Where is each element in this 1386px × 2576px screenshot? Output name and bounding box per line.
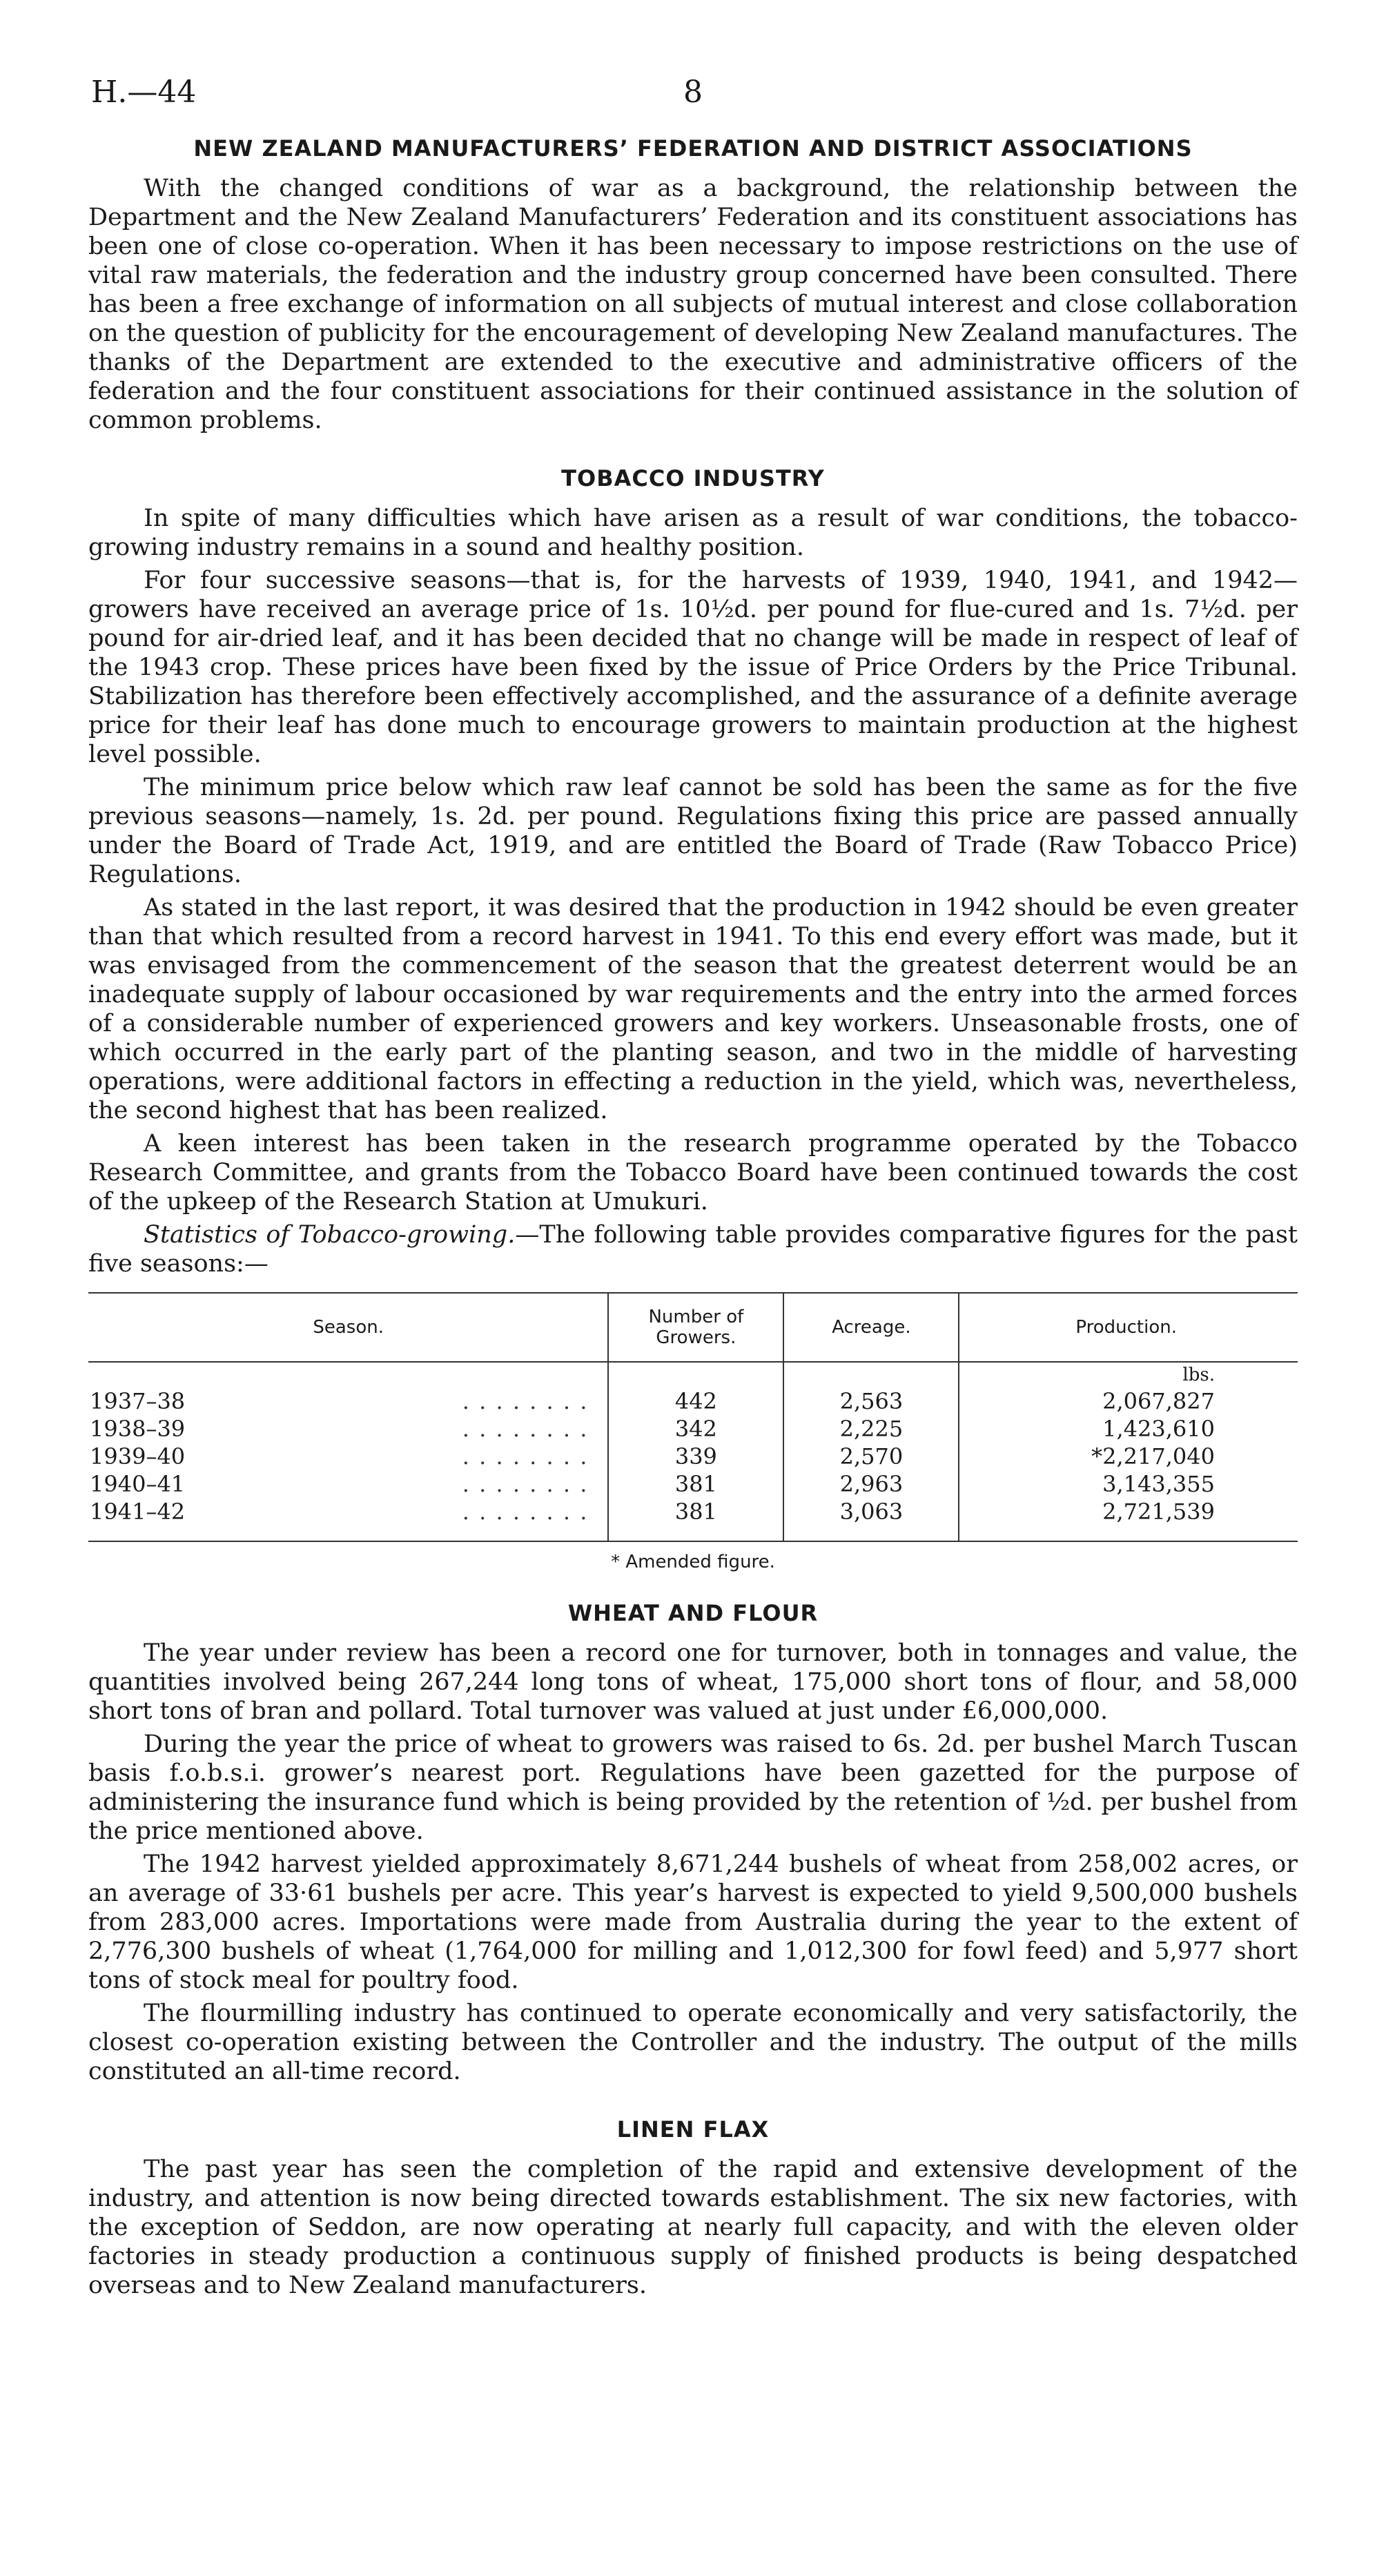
paragraph: The flourmilling industry has continued to operate economically and very satisfactorily, the closest co-operation existing between the Controller and the industry. The output of the mills constituted an all-time record. [88, 2000, 1298, 2085]
growers-cell: 381 [608, 1470, 783, 1498]
header-acreage: Acreage. [783, 1293, 959, 1362]
stats-intro-text: —The following table provides comparative figures for the past five seasons:— [88, 1221, 1298, 1278]
section-linen-flax [88, 2116, 1298, 2300]
growers-cell: 339 [608, 1443, 783, 1470]
leader-dots: . . . . . . . . [462, 1499, 589, 1525]
growers-cell: 381 [608, 1498, 783, 1541]
season-cell: 1941–42 [90, 1499, 186, 1525]
header-growers: Number of Growers. [608, 1293, 783, 1362]
leader-dots: . . . . . . . . [462, 1471, 589, 1497]
paragraph: The minimum price below which raw leaf cannot be sold has been the same as for the five previous seasons—namely, 1s. 2d. per pound. Regulations fixing this price are passed annually under the Board of Trade Act, 1919, and are entitled the Board of Trade (Raw Tobacco Price) Regulations. [88, 774, 1298, 888]
acreage-cell: 2,963 [783, 1470, 959, 1498]
page-number: 8 [683, 75, 703, 110]
table-row [88, 1387, 1298, 1415]
acreage-cell: 2,570 [783, 1443, 959, 1470]
section-heading: TOBACCO INDUSTRY [561, 465, 825, 491]
table-header-row [88, 1293, 1298, 1362]
section-heading: WHEAT AND FLOUR [567, 1600, 819, 1626]
production-unit: lbs. [959, 1362, 1298, 1387]
paragraph: During the year the price of wheat to growers was raised to 6s. 2d. per bushel March Tuscan basis f.o.b.s.i. grower’s nearest port. Regulations have been gazetted for the purpose of administering the insurance fund which is being provided by the retention of ½d. per bushel from the price mentioned above. [88, 1730, 1298, 1845]
section-wheat [88, 1600, 1298, 2086]
leader-dots: . . . . . . . . [462, 1443, 589, 1470]
section-federation [88, 135, 1298, 435]
paragraph: For four successive seasons—that is, for the harvests of 1939, 1940, 1941, and 1942—growers have received an average price of 1s. 10½d. per pound for flue-cured and 1s. 7½d. per pound for air-dried leaf, and it has been decided that no change will be made in respect of leaf of the 1943 crop. These prices have been fixed by the issue of Price Orders by the Price Tribunal. Stabilization has therefore been effectively accomplished, and the assurance of a definite average price for their leaf has done much to encourage growers to maintain production at the highest level possible. [88, 567, 1298, 768]
production-cell: 2,067,827 [959, 1387, 1298, 1415]
section-heading: NEW ZEALAND MANUFACTURERS’ FEDERATION AND DISTRICT ASSOCIATIONS [193, 135, 1193, 162]
production-cell: 1,423,610 [959, 1415, 1298, 1443]
document-reference: H.—44 [91, 75, 197, 110]
production-cell: *2,217,040 [959, 1443, 1298, 1470]
unit-row [88, 1362, 1298, 1387]
season-cell: 1940–41 [90, 1471, 186, 1497]
table-row [88, 1415, 1298, 1443]
header-production: Production. [959, 1293, 1298, 1362]
paragraph: In spite of many difficulties which have arisen as a result of war conditions, the tobacco-growing industry remains in a sound and healthy position. [88, 505, 1298, 561]
growers-cell: 442 [608, 1387, 783, 1415]
tobacco-stats-table-wrapper [88, 1292, 1298, 1572]
header-season: Season. [88, 1293, 608, 1362]
section-heading: LINEN FLAX [616, 2116, 770, 2143]
section-tobacco [88, 465, 1298, 1572]
table-row [88, 1470, 1298, 1498]
page-content [88, 135, 1298, 2330]
paragraph: With the changed conditions of war as a background, the relationship between the Department and the New Zealand Manufacturers’ Federation and its constituent associations has been one of close co-operation. When it has been necessary to impose restrictions on the use of vital raw materials, the federation and the industry group concerned have been consulted. There has been a free exchange of information on all subjects of mutual interest and close collaboration on the question of publicity for the encouragement of developing New Zealand manufactures. The thanks of the Department are extended to the executive and administrative officers of the federation and the four constituent associations for their continued assistance in the solution of common problems. [88, 175, 1298, 434]
acreage-cell: 3,063 [783, 1498, 959, 1541]
stats-label: Statistics of Tobacco-growing. [144, 1221, 516, 1249]
table-row [88, 1443, 1298, 1470]
season-cell: 1938–39 [90, 1416, 186, 1442]
leader-dots: . . . . . . . . [462, 1416, 589, 1442]
season-cell: 1937–38 [90, 1388, 186, 1414]
acreage-cell: 2,563 [783, 1387, 959, 1415]
growers-cell: 342 [608, 1415, 783, 1443]
paragraph: The 1942 harvest yielded approximately 8,671,244 bushels of wheat from 258,002 acres, or an average of 33·61 bushels per acre. This year’s harvest is expected to yield 9,500,000 bushels from 283,000 acres. Importations were made from Australia during the year to the extent of 2,776,300 bushels of wheat (1,764,000 for milling and 1,012,300 for fowl feed) and 5,977 short tons of stock meal for poultry food. [88, 1851, 1298, 1994]
paragraph: The past year has seen the completion of the rapid and extensive development of the industry, and attention is now being directed towards establishment. The six new factories, with the exception of Seddon, are now operating at nearly full capacity, and with the eleven older factories in steady production a continuous supply of finished products is being despatched overseas and to New Zealand manufacturers. [88, 2156, 1298, 2299]
acreage-cell: 2,225 [783, 1415, 959, 1443]
paragraph: As stated in the last report, it was desired that the production in 1942 should be even greater than that which resulted from a record harvest in 1941. To this end every effort was made, but it was envisaged from the commencement of the season that the greatest deterrent would be an inadequate supply of labour occasioned by war requirements and the entry into the armed forces of a considerable number of experienced growers and key workers. Unseasonable frosts, one of which occurred in the early part of the planting season, and two in the middle of harvesting operations, were additional factors in effecting a reduction in the yield, which was, nevertheless, the second highest that has been realized. [88, 894, 1298, 1124]
paragraph: The year under review has been a record one for turnover, both in tonnages and value, the quantities involved being 267,244 long tons of wheat, 175,000 short tons of flour, and 58,000 short tons of bran and pollard. Total turnover was valued at just under £6,000,000. [88, 1639, 1298, 1725]
paragraph: A keen interest has been taken in the research programme operated by the Tobacco Research Committee, and grants from the Tobacco Board have been continued towards the cost of the upkeep of the Research Station at Umukuri. [88, 1130, 1298, 1216]
stats-intro-paragraph [88, 1220, 1298, 1278]
table-row [88, 1498, 1298, 1541]
production-cell: 2,721,539 [959, 1498, 1298, 1541]
table-footnote: * Amended figure. [611, 1552, 775, 1572]
production-cell: 3,143,355 [959, 1470, 1298, 1498]
leader-dots: . . . . . . . . [462, 1388, 589, 1414]
season-cell: 1939–40 [90, 1443, 186, 1470]
tobacco-stats-table [88, 1292, 1298, 1542]
